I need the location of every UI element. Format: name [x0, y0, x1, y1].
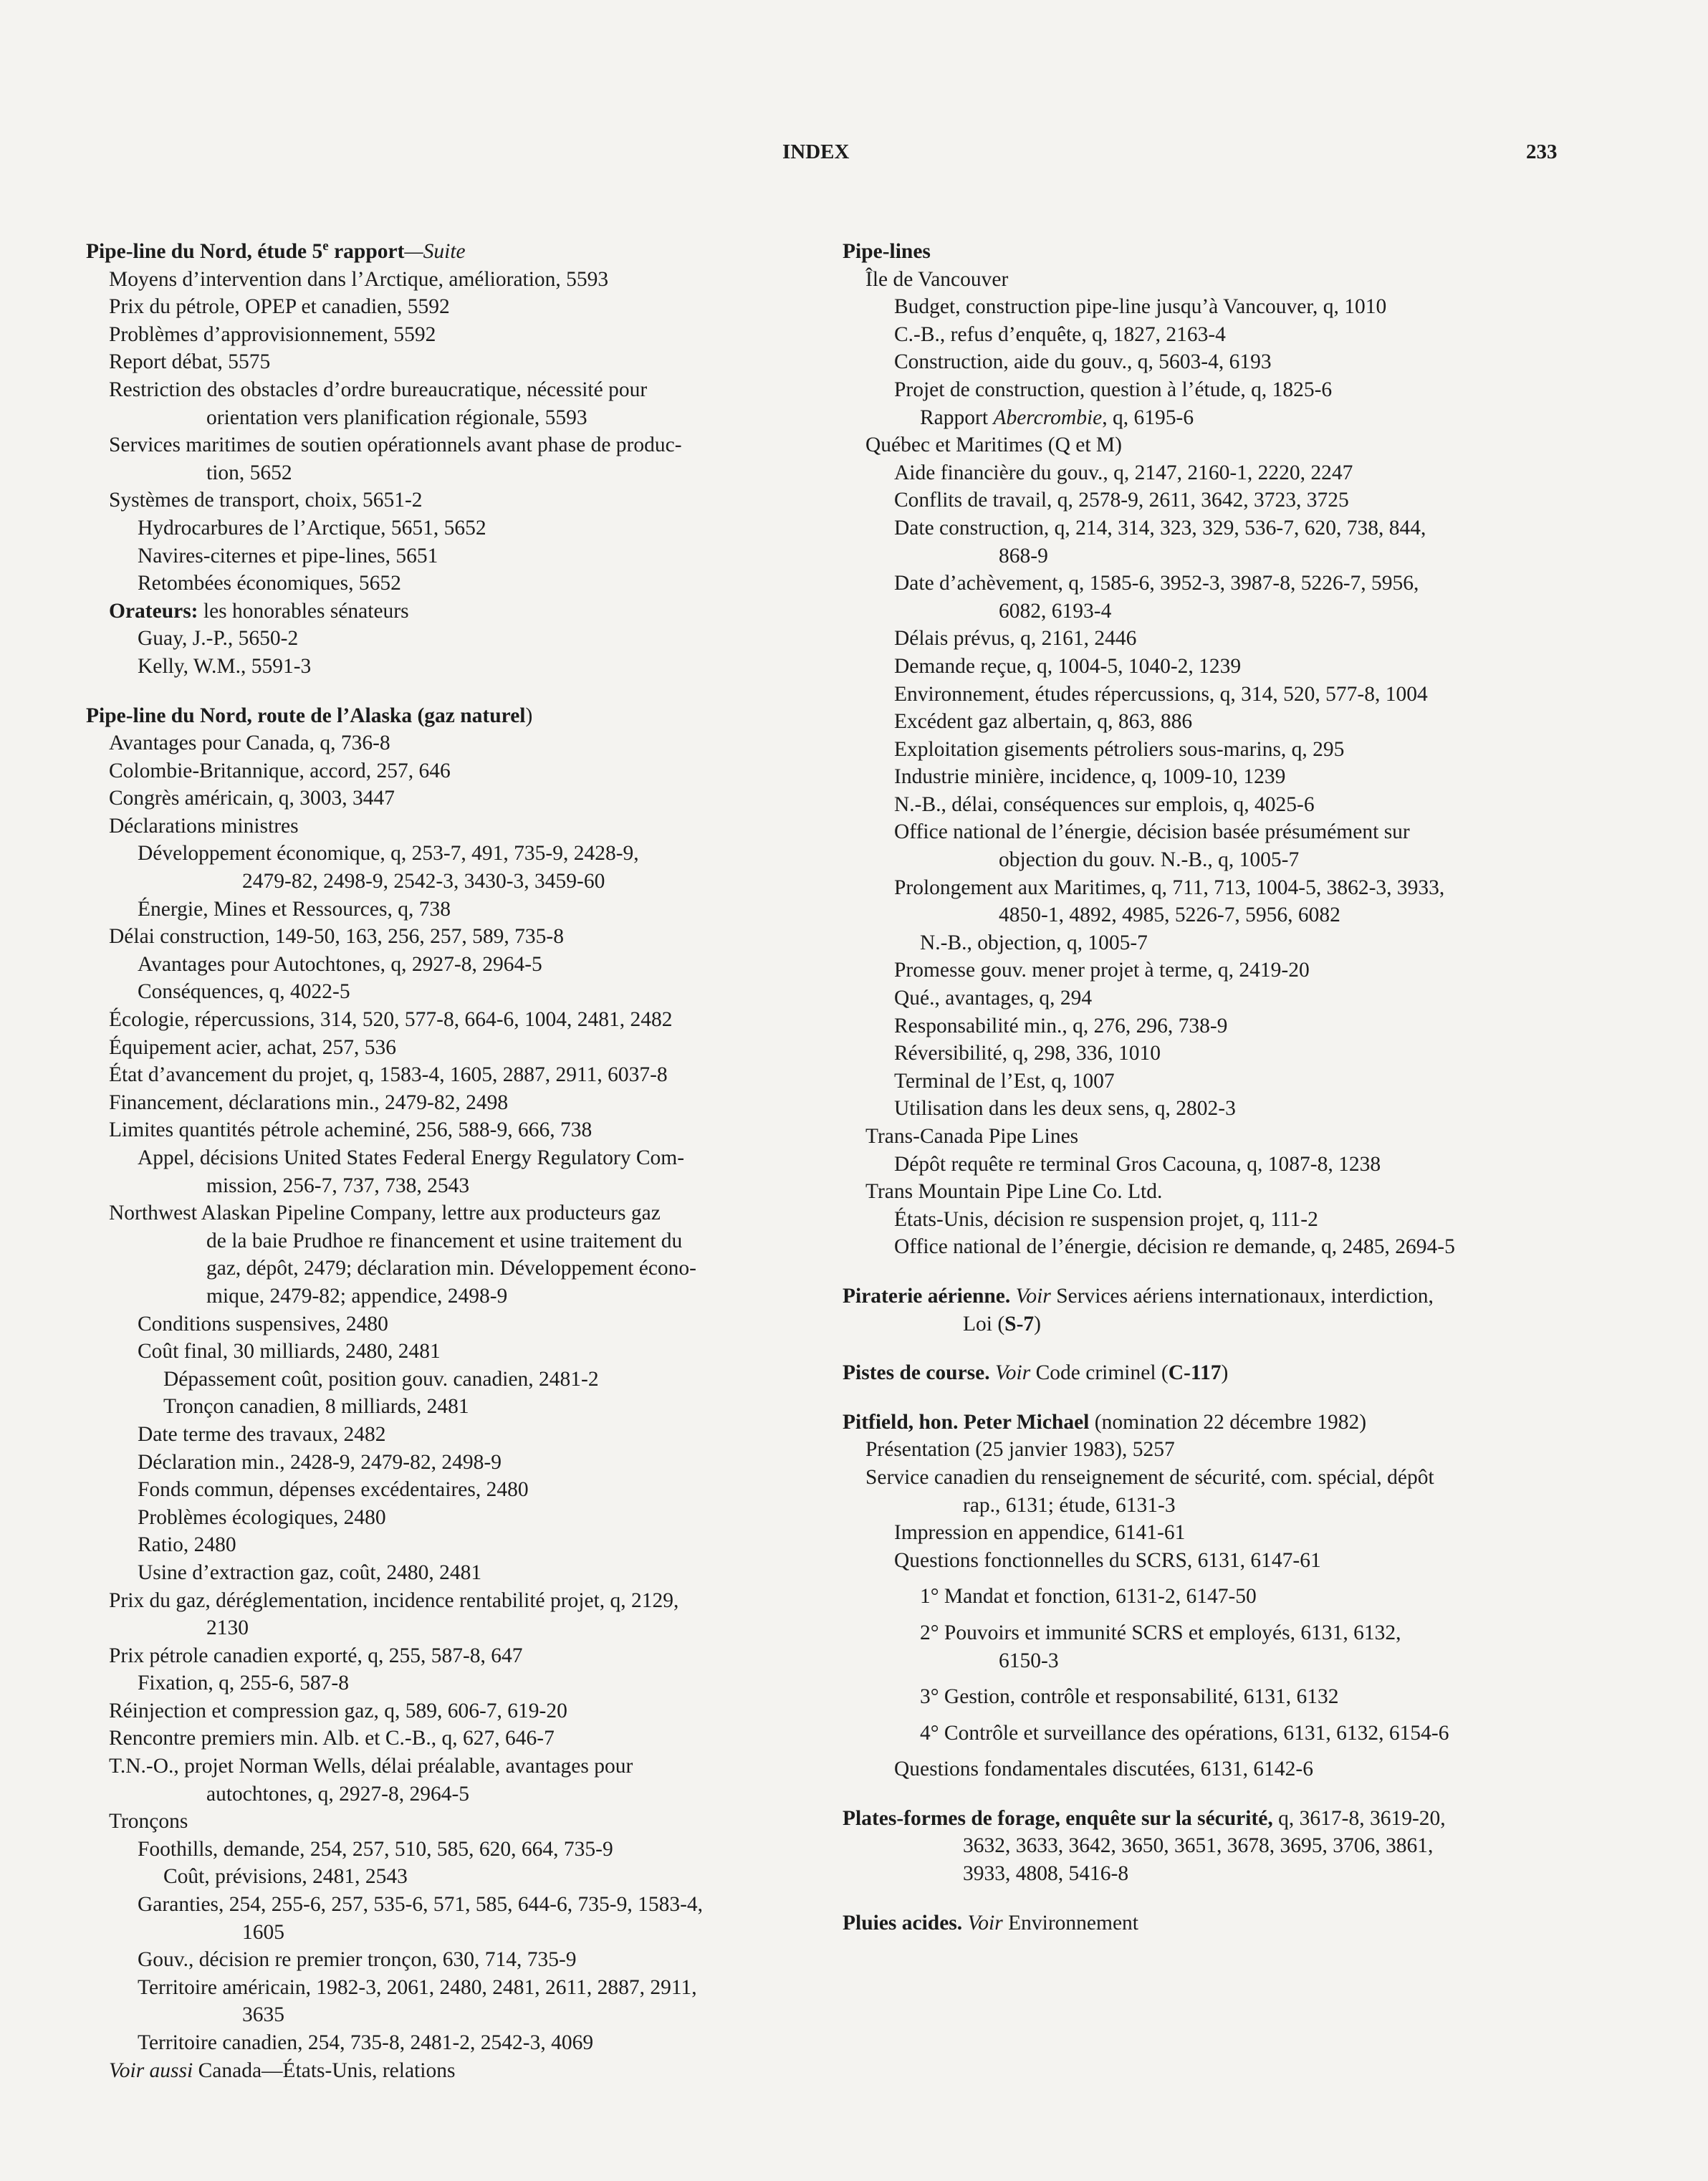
index-line	[894, 1095, 1575, 1123]
index-text: Déclaration min., 2428-9, 2479-82, 2498-9	[138, 1450, 502, 1474]
index-text: Foothills, demande, 254, 257, 510, 585, 620, 664, 735-9	[138, 1837, 613, 1861]
index-text: Avantages pour Autochtones, q, 2927-8, 2964-5	[138, 952, 542, 976]
index-text: Problèmes d’approvisionnement, 5592	[109, 322, 436, 346]
index-line	[865, 1464, 1575, 1492]
index-line	[894, 708, 1575, 736]
index-text: Code criminel (	[1030, 1361, 1169, 1385]
index-line	[920, 929, 1575, 957]
index-text: Demande reçue, q, 1004-5, 1040-2, 1239	[894, 654, 1242, 678]
index-text: C.-B., refus d’enquête, q, 1827, 2163-4	[894, 322, 1226, 346]
index-text: Services maritimes de soutien opérationnels avant phase de produc-	[109, 433, 682, 457]
index-line	[963, 1310, 1575, 1338]
index-text: Appel, décisions United States Federal Energy Regulatory Com-	[138, 1146, 685, 1169]
index-line	[109, 813, 810, 840]
index-text: Conditions suspensives, 2480	[138, 1312, 388, 1336]
index-text: 1605	[242, 1920, 284, 1944]
index-text: Construction, aide du gouv., q, 5603-4, 6193	[894, 350, 1272, 374]
index-heading	[843, 1805, 1575, 1833]
index-text: Écologie, répercussions, 314, 520, 577-8, 664-6, 1004, 2481, 2482	[109, 1008, 673, 1032]
index-line	[894, 874, 1575, 902]
index-text: Responsabilité min., q, 276, 296, 738-9	[894, 1014, 1228, 1037]
index-text: Conséquences, q, 4022-5	[138, 980, 350, 1004]
index-line	[894, 570, 1575, 598]
index-line	[138, 1946, 810, 1974]
index-line	[109, 1199, 810, 1227]
index-text: Trans-Canada Pipe Lines	[865, 1125, 1079, 1148]
index-column-left	[86, 238, 810, 2084]
index-line	[138, 542, 810, 570]
index-text: Pluies acides.	[843, 1911, 963, 1935]
index-text: Qué., avantages, q, 294	[894, 987, 1093, 1010]
index-text: Pitfield, hon. Peter Michael	[843, 1410, 1090, 1434]
index-text: Canada—États-Unis, relations	[193, 2058, 456, 2082]
index-text: Île de Vancouver	[865, 267, 1009, 291]
index-text: Voir aussi	[109, 2058, 193, 2082]
index-line	[865, 1436, 1575, 1464]
index-text: Développement économique, q, 253-7, 491, 735-9, 2428-9,	[138, 842, 639, 866]
index-text: e	[322, 239, 329, 254]
index-text: Délais prévus, q, 2161, 2446	[894, 627, 1137, 651]
index-line	[138, 653, 810, 681]
index-text: Aide financière du gouv., q, 2147, 2160-1, 2220, 2247	[894, 461, 1353, 484]
index-text: Prix du pétrole, OPEP et canadien, 5592	[109, 295, 450, 319]
index-line	[894, 1233, 1575, 1261]
index-line	[894, 625, 1575, 653]
index-line	[920, 1720, 1575, 1748]
index-line	[920, 1683, 1575, 1711]
index-text: , q, 6195-6	[1102, 406, 1194, 429]
index-line	[894, 818, 1575, 846]
index-heading	[843, 1359, 1575, 1387]
index-text: Promesse gouv. mener projet à terme, q, 2419-20	[894, 959, 1310, 982]
index-line	[138, 1669, 810, 1697]
index-line	[894, 681, 1575, 709]
index-line	[109, 923, 810, 951]
index-line	[920, 1583, 1575, 1611]
index-text: Prolongement aux Maritimes, q, 711, 713, 1004-5, 3862-3, 3933,	[894, 876, 1445, 899]
index-line	[138, 1338, 810, 1366]
index-line	[894, 1151, 1575, 1179]
index-line	[138, 1974, 810, 2002]
index-text: Trans Mountain Pipe Line Co. Ltd.	[865, 1180, 1163, 1204]
index-text: Systèmes de transport, choix, 5651-2	[109, 489, 423, 512]
index-line	[138, 1449, 810, 1477]
index-text: Usine d’extraction gaz, coût, 2480, 2481	[138, 1561, 482, 1584]
index-text: Coût, prévisions, 2481, 2543	[163, 1865, 408, 1889]
index-text: Pipe-lines	[843, 240, 931, 263]
index-text: Territoire canadien, 254, 735-8, 2481-2, 2542-3, 4069	[138, 2031, 594, 2054]
index-text: Industrie minière, incidence, q, 1009-10, 1239	[894, 765, 1286, 789]
index-heading	[843, 238, 1575, 266]
index-line	[109, 348, 810, 376]
index-text: Réinjection et compression gaz, q, 589, 606-7, 619-20	[109, 1699, 567, 1722]
index-text: Date d’achèvement, q, 1585-6, 3952-3, 3987-8, 5226-7, 5956,	[894, 572, 1419, 595]
index-text: Piraterie aérienne.	[843, 1284, 1011, 1308]
index-text: Dépassement coût, position gouv. canadien, 2481-2	[163, 1367, 599, 1391]
index-line	[138, 1476, 810, 1504]
index-line	[138, 1310, 810, 1338]
index-text: Rencontre premiers min. Alb. et C.-B., q, 627, 646-7	[109, 1727, 555, 1750]
index-text: Questions fondamentales discutées, 6131, 6142-6	[894, 1758, 1313, 1781]
index-text: Tronçons	[109, 1810, 188, 1834]
index-text: Budget, construction pipe-line jusqu’à Vancouver, q, 1010	[894, 295, 1387, 319]
index-line	[138, 1144, 810, 1172]
index-text: Coût final, 30 milliards, 2480, 2481	[138, 1340, 441, 1363]
index-text: Plates-formes de forage, enquête sur la sécurité,	[843, 1806, 1273, 1830]
index-text: )	[525, 704, 533, 727]
index-line	[138, 1421, 810, 1449]
index-text: tion, 5652	[206, 461, 292, 484]
index-line	[894, 1519, 1575, 1547]
index-line	[138, 896, 810, 924]
index-line	[963, 1492, 1575, 1520]
index-text	[990, 1361, 995, 1384]
index-text: Dépôt requête re terminal Gros Cacouna, q, 1087-8, 1238	[894, 1152, 1381, 1176]
index-line	[109, 431, 810, 459]
index-text: 3632, 3633, 3642, 3650, 3651, 3678, 3695, 3706, 3861,	[963, 1834, 1434, 1858]
index-line	[894, 1206, 1575, 1234]
index-line	[206, 1172, 810, 1200]
index-text: 3933, 4808, 5416-8	[963, 1862, 1129, 1886]
index-text: S-7	[1004, 1312, 1035, 1336]
index-line	[894, 376, 1575, 404]
index-text: Tronçon canadien, 8 milliards, 2481	[163, 1395, 469, 1419]
index-line	[138, 1531, 810, 1559]
index-text: mission, 256-7, 737, 738, 2543	[206, 1174, 470, 1197]
index-heading	[843, 1283, 1575, 1310]
page-title: INDEX	[782, 140, 850, 163]
index-line	[920, 404, 1575, 432]
index-text: Délai construction, 149-50, 163, 256, 257, 589, 735-8	[109, 925, 564, 949]
index-text: Loi (	[963, 1312, 1005, 1336]
index-text: Kelly, W.M., 5591-3	[138, 654, 312, 678]
index-line	[894, 1547, 1575, 1575]
index-text: Navires-citernes et pipe-lines, 5651	[138, 544, 438, 567]
index-line	[963, 1860, 1575, 1888]
index-line	[894, 459, 1575, 487]
index-line	[138, 951, 810, 979]
index-text: 4° Contrôle et surveillance des opérations, 6131, 6132, 6154-6	[920, 1721, 1449, 1745]
index-line	[894, 763, 1575, 791]
index-text	[1010, 1285, 1015, 1308]
index-line	[894, 653, 1575, 681]
index-text: Pistes de course.	[843, 1361, 990, 1385]
index-text: Voir	[995, 1361, 1031, 1385]
index-line	[109, 1089, 810, 1117]
index-column-right	[843, 238, 1575, 1937]
index-text: Restriction des obstacles d’ordre bureaucratique, nécessité pour	[109, 378, 648, 401]
index-line	[109, 376, 810, 404]
index-text: 3° Gestion, contrôle et responsabilité, 6131, 6132	[920, 1685, 1339, 1709]
index-text: Date construction, q, 214, 314, 323, 329, 536-7, 620, 738, 844,	[894, 516, 1426, 540]
index-text: Colombie-Britannique, accord, 257, 646	[109, 759, 451, 782]
index-text: Projet de construction, question à l’étude, q, 1825-6	[894, 378, 1333, 401]
index-line	[894, 791, 1575, 819]
index-text: Présentation (25 janvier 1983), 5257	[865, 1438, 1175, 1462]
index-text: Terminal de l’Est, q, 1007	[894, 1069, 1115, 1093]
index-line	[999, 846, 1575, 874]
index-text: Impression en appendice, 6141-61	[894, 1521, 1186, 1545]
index-text: —Suite	[404, 240, 466, 263]
index-text: Fonds commun, dépenses excédentaires, 2480	[138, 1478, 529, 1502]
index-line	[109, 486, 810, 514]
index-line	[963, 1832, 1575, 1860]
page-number: 233	[1526, 140, 1558, 163]
index-line	[138, 1836, 810, 1864]
index-text: Problèmes écologiques, 2480	[138, 1505, 386, 1529]
index-text: Territoire américain, 1982-3, 2061, 2480, 2481, 2611, 2887, 2911,	[138, 1975, 697, 1999]
index-text: Québec et Maritimes (Q et M)	[865, 433, 1122, 457]
index-text: Services aériens internationaux, interdiction,	[1050, 1284, 1434, 1308]
index-text: Moyens d’intervention dans l’Arctique, amélioration, 5593	[109, 267, 609, 291]
index-line	[999, 598, 1575, 625]
index-line	[109, 757, 810, 785]
index-text: 3635	[242, 2003, 284, 2027]
index-text: 2° Pouvoirs et immunité SCRS et employés, 6131, 6132,	[920, 1621, 1401, 1644]
index-line	[894, 486, 1575, 514]
index-text: gaz, dépôt, 2479; déclaration min. Développement écono-	[206, 1257, 697, 1280]
index-line	[138, 1891, 810, 1919]
index-text: États-Unis, décision re suspension projet, q, 111-2	[894, 1207, 1318, 1231]
index-text: Hydrocarbures de l’Arctique, 5651, 5652	[138, 516, 486, 540]
index-line	[109, 1753, 810, 1780]
index-line	[109, 785, 810, 813]
index-text: 1° Mandat et fonction, 6131-2, 6147-50	[920, 1585, 1257, 1609]
index-line	[894, 957, 1575, 984]
index-line	[109, 1006, 810, 1034]
index-text: les honorables sénateurs	[198, 599, 409, 623]
index-text: rap., 6131; étude, 6131-3	[963, 1493, 1176, 1517]
index-text: Pipe-line du Nord, étude 5	[86, 240, 323, 263]
index-text: Rapport	[920, 406, 994, 429]
index-line	[138, 625, 810, 653]
index-line	[894, 1040, 1575, 1068]
index-line	[109, 598, 810, 625]
index-text: 2130	[206, 1616, 249, 1640]
index-text: Report débat, 5575	[109, 350, 271, 374]
index-text: autochtones, q, 2927-8, 2964-5	[206, 1782, 470, 1806]
index-line	[206, 404, 810, 432]
index-heading	[843, 1909, 1575, 1937]
index-text: Énergie, Mines et Ressources, q, 738	[138, 897, 451, 921]
index-text: Conflits de travail, q, 2578-9, 2611, 3642, 3723, 3725	[894, 489, 1349, 512]
index-text: Garanties, 254, 255-6, 257, 535-6, 571, 585, 644-6, 735-9, 1583-4,	[138, 1893, 704, 1917]
index-line	[109, 1061, 810, 1089]
index-text: Date terme des travaux, 2482	[138, 1422, 386, 1446]
index-line	[242, 2001, 810, 2029]
index-line	[138, 840, 810, 868]
index-text: orientation vers planification régionale, 5593	[206, 406, 587, 429]
index-line	[109, 1642, 810, 1670]
index-heading	[86, 702, 810, 730]
index-text: Utilisation dans les deux sens, q, 2802-3	[894, 1097, 1236, 1121]
index-text: Service canadien du renseignement de sécurité, com. spécial, dépôt	[865, 1465, 1434, 1489]
index-line	[999, 542, 1575, 570]
index-line	[138, 570, 810, 598]
index-line	[109, 1034, 810, 1062]
index-line	[242, 1919, 810, 1947]
index-text: Financement, déclarations min., 2479-82, 2498	[109, 1090, 509, 1114]
index-line	[894, 1755, 1575, 1783]
index-text: 2479-82, 2498-9, 2542-3, 3430-3, 3459-60	[242, 870, 605, 893]
index-line	[894, 321, 1575, 349]
index-text: C-117	[1168, 1361, 1222, 1385]
index-line	[109, 1725, 810, 1753]
index-line	[894, 1068, 1575, 1096]
index-text: Orateurs:	[109, 599, 198, 623]
index-line	[894, 1012, 1575, 1040]
index-line	[894, 736, 1575, 764]
index-text: Limites quantités pétrole acheminé, 256, 588-9, 666, 738	[109, 1118, 592, 1142]
index-line	[109, 729, 810, 757]
index-text: Gouv., décision re premier tronçon, 630, 714, 735-9	[138, 1948, 577, 1972]
index-line	[109, 2057, 810, 2085]
index-text: q, 3617-8, 3619-20,	[1272, 1806, 1446, 1830]
index-text: État d’avancement du projet, q, 1583-4, 1605, 2887, 2911, 6037-8	[109, 1063, 668, 1087]
index-line	[109, 1697, 810, 1725]
index-line	[865, 1123, 1575, 1151]
index-text: N.-B., délai, conséquences sur emplois, q, 4025-6	[894, 792, 1315, 816]
index-line	[163, 1366, 810, 1394]
index-text: Fixation, q, 255-6, 587-8	[138, 1672, 349, 1695]
index-text: Abercrombie	[993, 406, 1103, 429]
index-text: Northwest Alaskan Pipeline Company, lettre aux producteurs gaz	[109, 1202, 661, 1225]
index-text: N.-B., objection, q, 1005-7	[920, 931, 1148, 954]
index-text: Voir	[967, 1911, 1003, 1935]
index-line	[206, 1227, 810, 1255]
index-heading	[86, 238, 810, 266]
index-line	[894, 984, 1575, 1012]
index-text: Guay, J.-P., 5650-2	[138, 627, 299, 651]
index-text	[962, 1912, 967, 1935]
index-text: (nomination 22 décembre 1982)	[1089, 1410, 1367, 1434]
index-text: Pipe-line du Nord, route de l’Alaska (gaz naturel	[86, 704, 526, 727]
index-text: Prix du gaz, déréglementation, incidence rentabilité projet, q, 2129,	[109, 1588, 679, 1612]
index-line	[138, 978, 810, 1006]
index-line	[109, 321, 810, 349]
index-text: Ratio, 2480	[138, 1533, 236, 1557]
index-text: )	[1221, 1361, 1229, 1385]
index-line	[109, 266, 810, 294]
index-line	[894, 293, 1575, 321]
index-line	[138, 1504, 810, 1532]
index-line	[920, 1619, 1575, 1647]
index-text: 6082, 6193-4	[999, 599, 1112, 623]
index-text: mique, 2479-82; appendice, 2498-9	[206, 1284, 508, 1308]
index-line	[206, 1255, 810, 1283]
index-text: rapport	[328, 240, 405, 263]
index-text: Congrès américain, q, 3003, 3447	[109, 787, 395, 810]
index-line	[894, 514, 1575, 542]
index-line	[242, 868, 810, 896]
index-text: Environnement, études répercussions, q, 314, 520, 577-8, 1004	[894, 682, 1428, 706]
index-line	[206, 1283, 810, 1310]
index-text: Excédent gaz albertain, q, 863, 886	[894, 710, 1193, 734]
index-text: Retombées économiques, 5652	[138, 572, 401, 595]
index-line	[109, 293, 810, 321]
index-line	[163, 1863, 810, 1891]
index-text: 6150-3	[999, 1649, 1059, 1672]
index-line	[206, 1780, 810, 1808]
index-text: Déclarations ministres	[109, 814, 299, 838]
index-line	[865, 431, 1575, 459]
index-line	[109, 1808, 810, 1836]
index-text: )	[1034, 1312, 1041, 1336]
index-heading	[843, 1409, 1575, 1437]
index-text: Prix pétrole canadien exporté, q, 255, 587-8, 647	[109, 1644, 523, 1667]
index-text: objection du gouv. N.-B., q, 1005-7	[999, 848, 1300, 872]
index-line	[206, 1614, 810, 1642]
index-text: 868-9	[999, 544, 1048, 567]
index-line	[894, 348, 1575, 376]
index-line	[865, 1178, 1575, 1206]
index-line	[109, 1116, 810, 1144]
index-text: T.N.-O., projet Norman Wells, délai préalable, avantages pour	[109, 1755, 633, 1778]
index-line	[138, 2029, 810, 2057]
index-line	[206, 459, 810, 487]
index-text: Office national de l’énergie, décision re demande, q, 2485, 2694-5	[894, 1235, 1455, 1259]
index-line	[138, 1559, 810, 1587]
index-line	[999, 1647, 1575, 1675]
index-text: Voir	[1015, 1284, 1051, 1308]
index-text: de la baie Prudhoe re financement et usine traitement du	[206, 1229, 683, 1252]
index-text: Environnement	[1002, 1911, 1138, 1935]
index-line	[999, 901, 1575, 929]
index-text: 4850-1, 4892, 4985, 5226-7, 5956, 6082	[999, 903, 1340, 927]
index-text: Office national de l’énergie, décision basée présumément sur	[894, 820, 1410, 844]
index-text: Exploitation gisements pétroliers sous-marins, q, 295	[894, 737, 1345, 761]
index-text: Réversibilité, q, 298, 336, 1010	[894, 1042, 1161, 1065]
index-line	[109, 1587, 810, 1615]
index-text: Équipement acier, achat, 257, 536	[109, 1035, 397, 1059]
index-text: Questions fonctionnelles du SCRS, 6131, 6147-61	[894, 1548, 1321, 1572]
index-line	[163, 1393, 810, 1421]
running-head	[0, 140, 1708, 171]
index-line	[138, 514, 810, 542]
index-line	[865, 266, 1575, 294]
index-text: Avantages pour Canada, q, 736-8	[109, 732, 390, 755]
